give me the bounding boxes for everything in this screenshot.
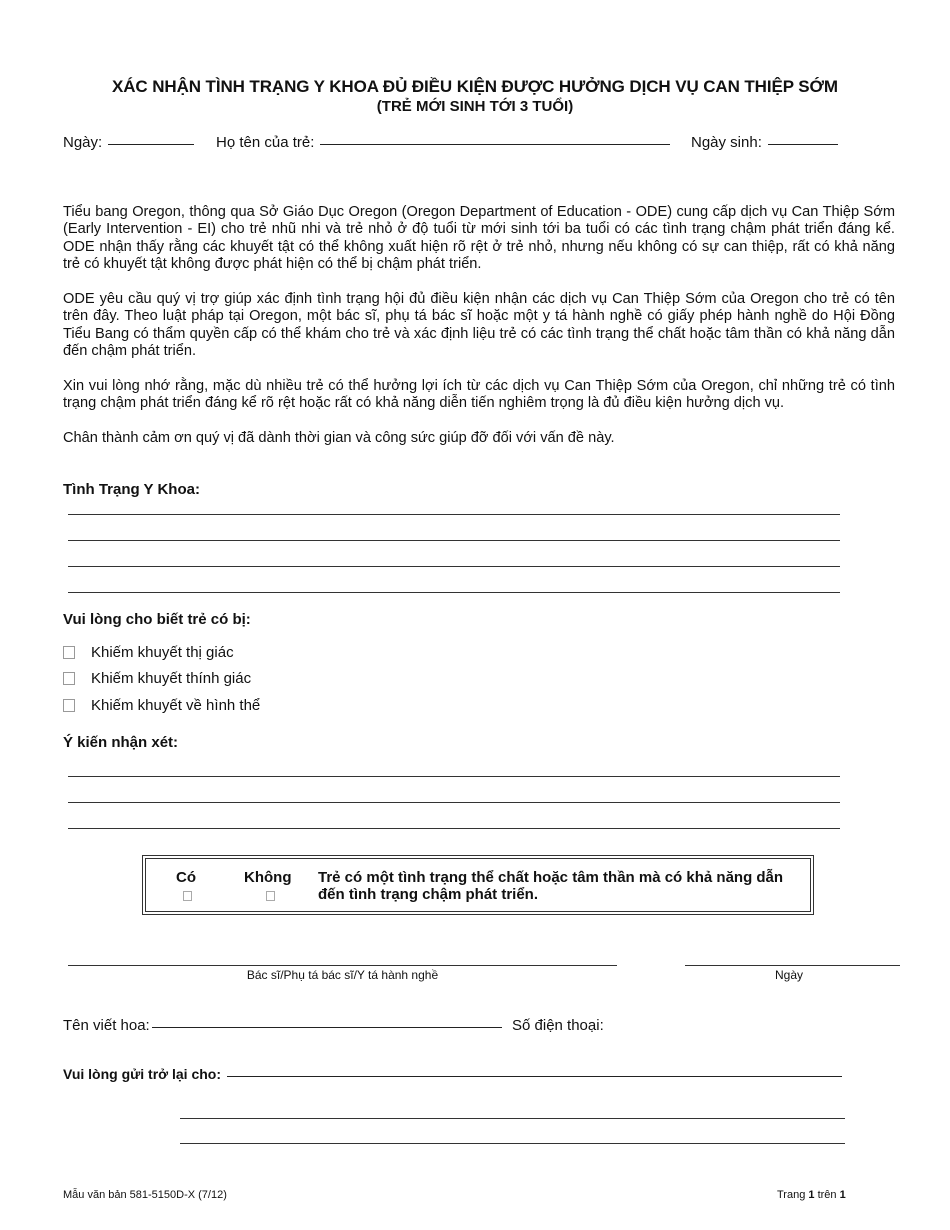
- no-checkbox[interactable]: [266, 891, 275, 901]
- hearing-impairment-label: Khiếm khuyết thính giác: [91, 670, 252, 687]
- no-label: Không: [244, 869, 292, 886]
- provider-caption: Bác sĩ/Phụ tá bác sĩ/Y tá hành nghề: [246, 968, 439, 982]
- return-address-line-2[interactable]: [180, 1143, 845, 1144]
- page-total: 1: [839, 1189, 846, 1201]
- medical-condition-line-3[interactable]: [68, 566, 840, 567]
- birthdate-blank[interactable]: [768, 143, 838, 145]
- child-name-field[interactable]: [216, 134, 670, 151]
- medical-condition-heading: Tình Trạng Y Khoa:: [63, 481, 200, 498]
- date-blank[interactable]: [108, 143, 194, 145]
- phone-label: Số điện thoại:: [512, 1017, 604, 1034]
- yes-checkbox[interactable]: [183, 891, 192, 901]
- eligibility-statement: Trẻ có một tình trạng thể chất hoặc tâm thần mà có khả năng dẫn đến tình trạng chậm phát triển.: [318, 869, 784, 903]
- hearing-impairment-checkbox[interactable]: [63, 672, 75, 685]
- medical-condition-line-2[interactable]: [68, 540, 840, 541]
- physical-impairment-checkbox[interactable]: [63, 699, 75, 712]
- birthdate-field[interactable]: [691, 134, 838, 151]
- date-field[interactable]: [63, 134, 194, 151]
- hearing-impairment-option[interactable]: [63, 670, 251, 687]
- form-number: Mẫu văn bản 581-5150D-X (7/12): [63, 1189, 227, 1201]
- date-label: Ngày:: [63, 134, 103, 151]
- child-name-blank[interactable]: [320, 143, 670, 145]
- medical-condition-line-1[interactable]: [68, 514, 840, 515]
- return-to-label: Vui lòng gửi trở lại cho:: [63, 1066, 222, 1082]
- physical-impairment-label: Khiếm khuyết về hình thể: [91, 697, 261, 714]
- visual-impairment-checkbox[interactable]: [63, 646, 75, 659]
- form-subtitle: (TRẺ MỚI SINH TỚI 3 TUỔI): [376, 98, 574, 115]
- comments-line-3[interactable]: [68, 828, 840, 829]
- reminder-paragraph: Xin vui lòng nhớ rằng, mặc dù nhiều trẻ có thể hưởng lợi ích từ các dịch vụ Can Thiệp Sớm của Oregon, chỉ những trẻ có tình trạng chậm phát triển đáng kể rõ rệt hoặc rất có khả năng diễn tiến nghiêm trọng là đủ điều kiện hưởng dịch vụ.: [63, 378, 895, 412]
- birthdate-label: Ngày sinh:: [691, 134, 762, 151]
- visual-impairment-option[interactable]: [63, 644, 234, 661]
- return-to-field[interactable]: [63, 1066, 842, 1082]
- eligibility-box-inner: [145, 858, 811, 912]
- physical-impairment-option[interactable]: [63, 697, 260, 714]
- medical-condition-line-4[interactable]: [68, 592, 840, 593]
- page-current: 1: [808, 1189, 815, 1201]
- child-name-label: Họ tên của trẻ:: [216, 134, 315, 151]
- print-name-label: Tên viết hoa:: [63, 1017, 150, 1034]
- thanks-paragraph: Chân thành cảm ơn quý vị đã dành thời gian và công sức giúp đỡ đối với vấn đề này.: [63, 430, 615, 446]
- return-address-line-1[interactable]: [180, 1118, 845, 1119]
- visual-impairment-label: Khiếm khuyết thị giác: [91, 644, 234, 661]
- intro-paragraph: Tiểu bang Oregon, thông qua Sở Giáo Dục Oregon (Oregon Department of Education - ODE) cung cấp dịch vụ Can Thiệp Sớm (Early Intervention - EI) cho trẻ nhũ nhi và trẻ nhỏ ở độ tuổi từ mới sinh tới ba tuổi có các tình trạng chậm phát triển đáng kể. ODE nhận thấy rằng các khuyết tật có thể không xuất hiện rõ rệt ở trẻ nhỏ, nhưng nếu không có sự can thiệp, rất có khả năng trẻ có khuyết tật không được phát hiện có thể bị chậm phát triển.: [63, 204, 895, 272]
- phone-field[interactable]: [512, 1017, 604, 1034]
- page-mid: trên: [814, 1189, 840, 1201]
- eligibility-box: [142, 855, 814, 915]
- request-paragraph: ODE yêu cầu quý vị trợ giúp xác định tình trạng hội đủ điều kiện nhận các dịch vụ Can Thiệp Sớm của Oregon cho trẻ có tên trên đây. Theo luật pháp tại Oregon, một bác sĩ, phụ tá bác sĩ hoặc một y tá hành nghề có giấy phép hành nghề do Hội Đồng Tiểu Bang có thẩm quyền cấp có thể khám cho trẻ và xác định liệu trẻ có các tình trạng thể chất hoặc tâm thần có khả năng dẫn đến chậm phát triển.: [63, 291, 895, 359]
- form-title: XÁC NHẬN TÌNH TRẠNG Y KHOA ĐỦ ĐIỀU KIỆN ĐƯỢC HƯỞNG DỊCH VỤ CAN THIỆP SỚM: [112, 77, 838, 96]
- comments-line-1[interactable]: [68, 776, 840, 777]
- page-prefix: Trang: [777, 1189, 809, 1201]
- yes-label: Có: [176, 869, 196, 886]
- comments-heading: Ý kiến nhận xét:: [63, 734, 179, 751]
- comments-line-2[interactable]: [68, 802, 840, 803]
- provider-signature-line[interactable]: [68, 965, 617, 966]
- signature-date-caption: Ngày: [774, 968, 803, 982]
- print-name-blank[interactable]: [152, 1026, 502, 1028]
- return-to-blank[interactable]: [227, 1075, 842, 1077]
- page-indicator: [777, 1189, 846, 1201]
- print-name-field[interactable]: [63, 1017, 502, 1034]
- conditions-heading: Vui lòng cho biết trẻ có bị:: [63, 611, 251, 628]
- signature-date-line[interactable]: [685, 965, 900, 966]
